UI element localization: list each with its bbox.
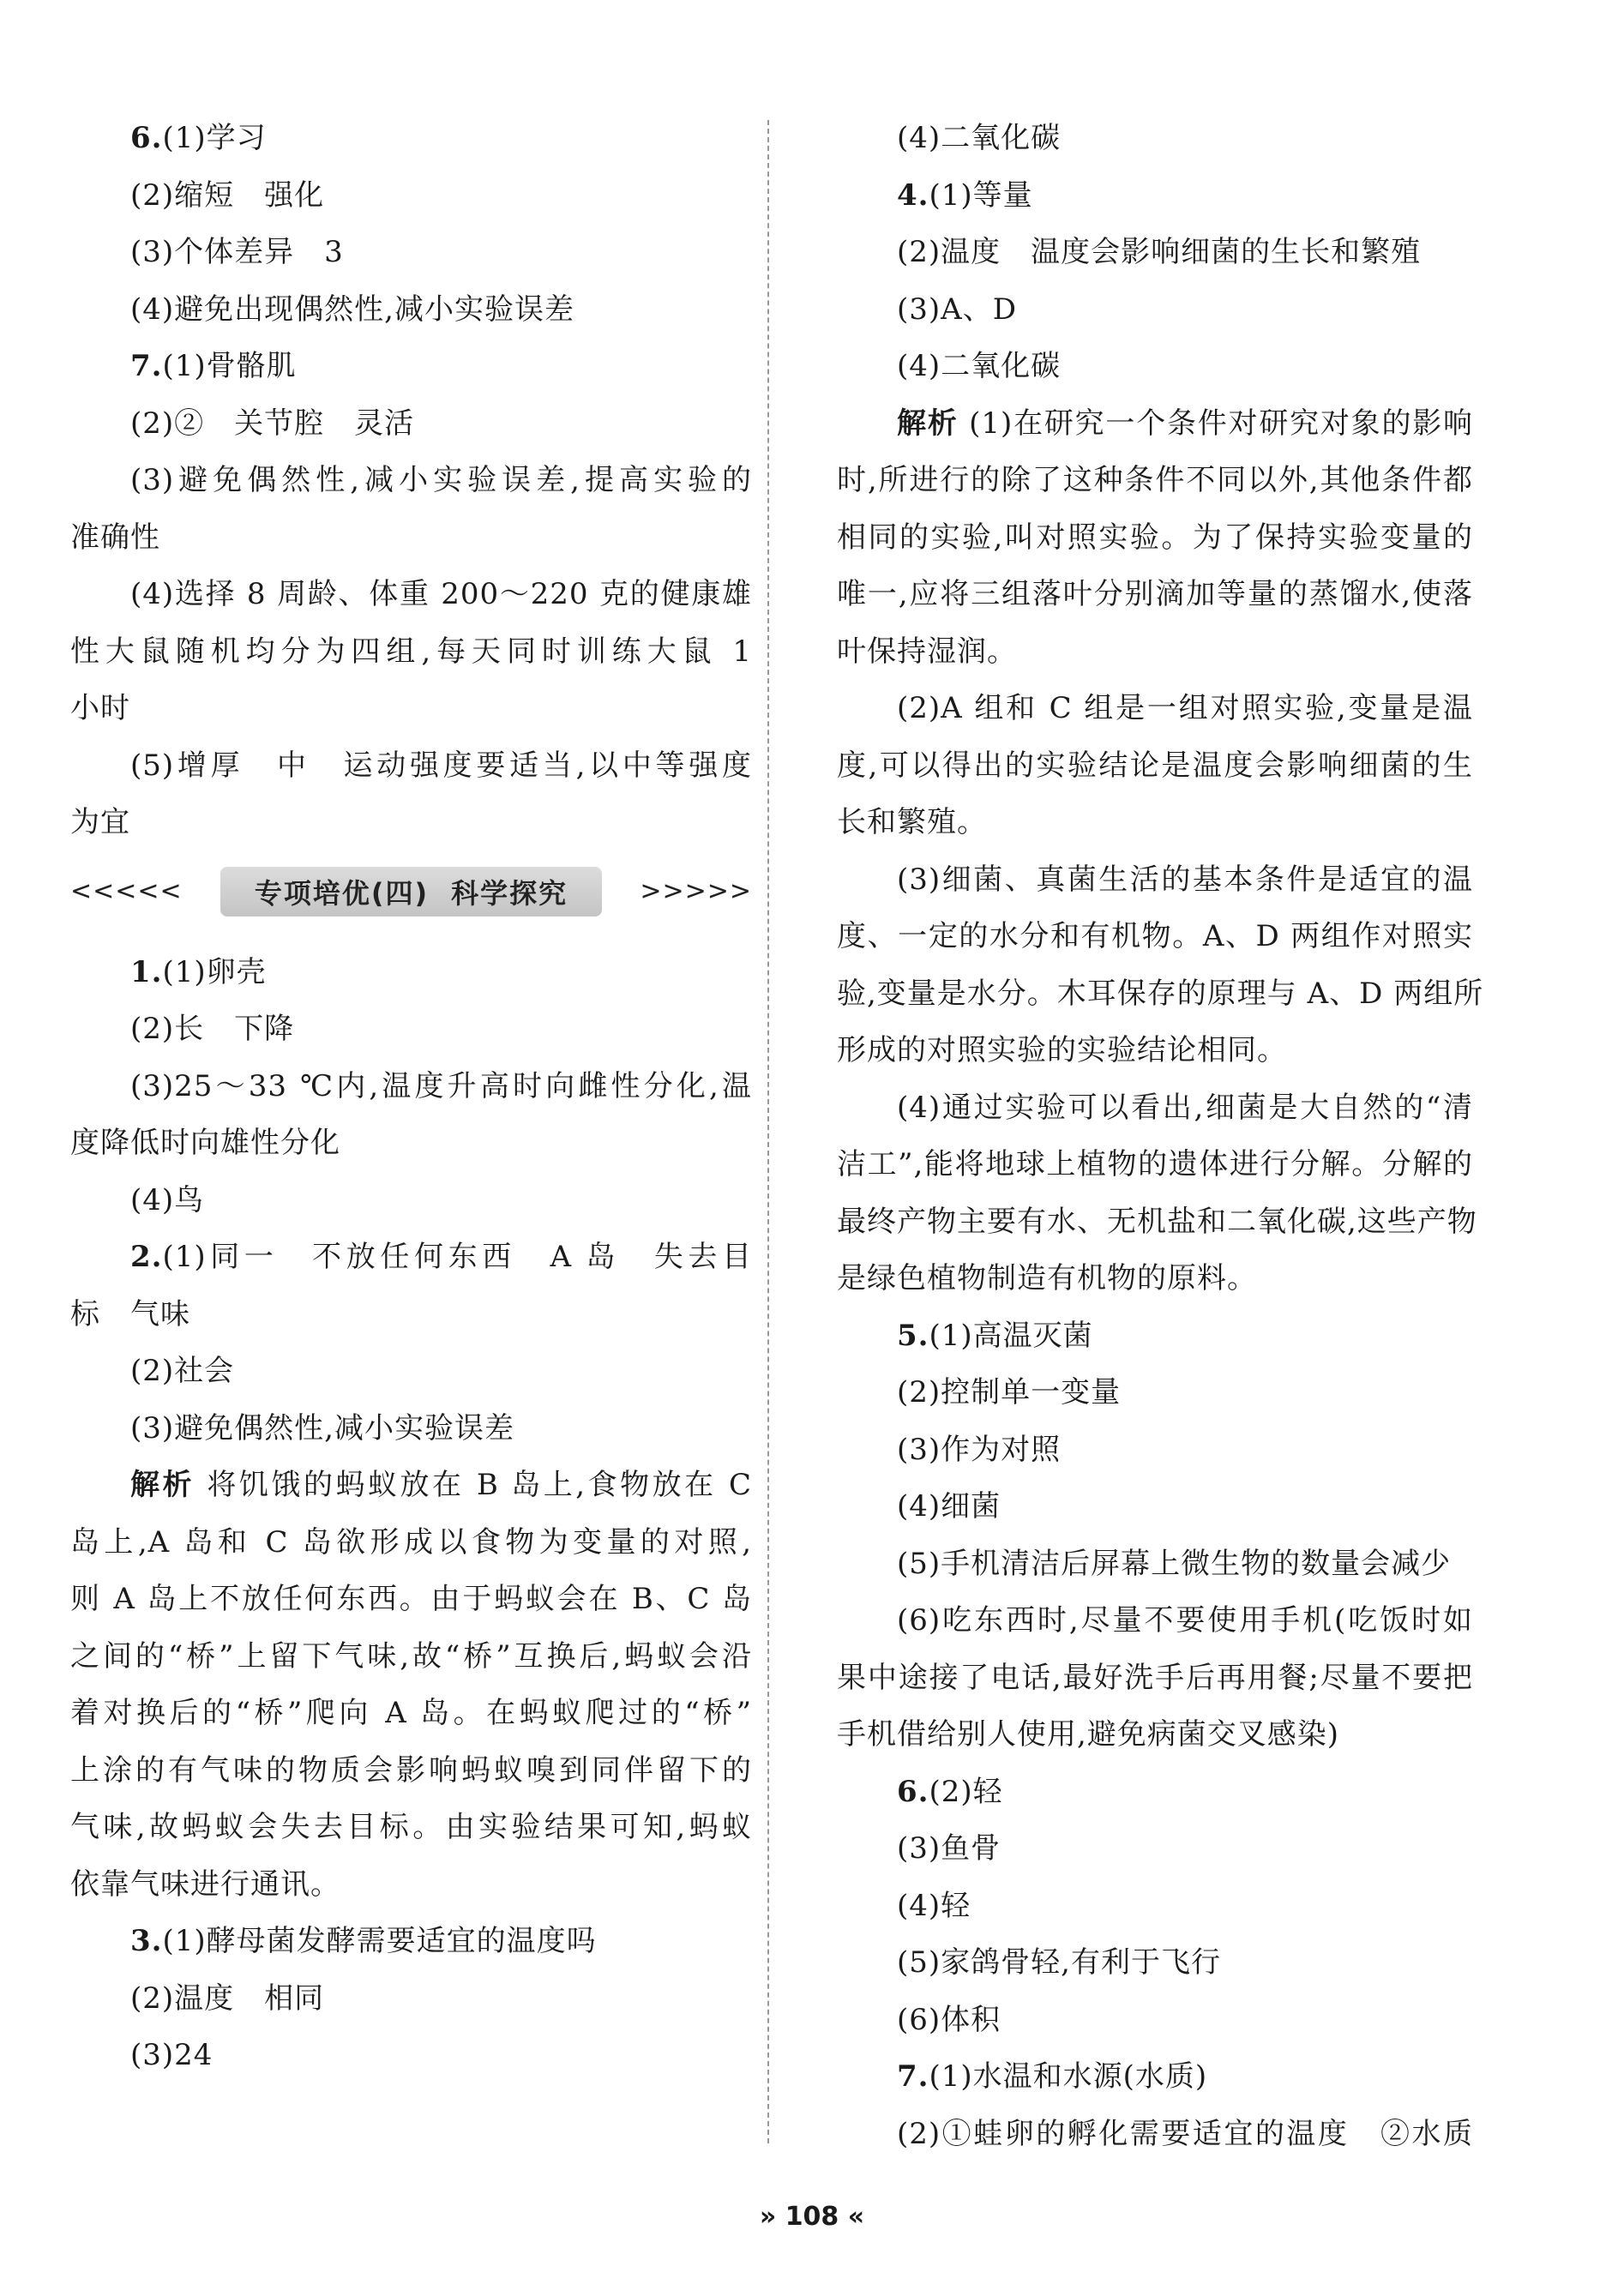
line-text: (5)手机清洁后屏幕上微生物的数量会减少	[897, 1546, 1452, 1581]
line-text: (4)选择 8 周龄、体重 200～220 克的健康雄	[130, 577, 752, 611]
text-line	[837, 908, 1473, 965]
text-line	[837, 1592, 1473, 1650]
text-line	[837, 794, 1473, 851]
line-text: 气味,故蚂蚁会失去目标。由实验结果可知,蚂蚁	[70, 1810, 752, 1844]
text-line	[837, 851, 1473, 909]
line-text: 唯一,应将三组落叶分别滴加等量的蒸馏水,使落	[837, 577, 1473, 611]
text-line	[837, 1079, 1473, 1137]
line-text: 手机借给别人使用,避免病菌交叉感染)	[837, 1717, 1340, 1752]
text-line	[837, 167, 1473, 225]
column-divider	[767, 120, 769, 2143]
line-text: (2)社会	[130, 1354, 235, 1388]
line-text: (6)吃东西时,尽量不要使用手机(吃饭时如	[897, 1603, 1473, 1638]
line-text: (3)避免偶然性,减小实验误差	[130, 1410, 514, 1446]
line-text: (4)轻	[897, 1888, 971, 1923]
text-line	[837, 623, 1473, 681]
text-line	[70, 2027, 752, 2084]
text-line	[70, 167, 752, 225]
line-text: 准确性	[70, 520, 160, 555]
text-line	[70, 110, 752, 167]
text-line	[70, 1628, 752, 1686]
line-text: 相同的实验,叫对照实验。为了保持实验变量的	[837, 520, 1473, 555]
analysis-label: 解析	[897, 406, 959, 441]
line-text: 着对换后的“桥”爬向 A 岛。在蚂蚁爬过的“桥”	[70, 1696, 752, 1730]
text-line	[837, 2048, 1473, 2106]
text-line	[837, 2106, 1473, 2163]
line-text: (3)鱼骨	[897, 1831, 1001, 1866]
text-line	[837, 338, 1473, 395]
text-line	[70, 794, 752, 851]
line-text: 性大鼠随机均分为四组,每天同时训练大鼠 1	[70, 634, 752, 669]
text-line	[837, 1478, 1473, 1536]
text-line	[837, 281, 1473, 339]
question-number: 4.	[897, 177, 929, 213]
line-text: (4)通过实验可以看出,细菌是大自然的“清	[897, 1090, 1473, 1125]
line-text: 则 A 岛上不放任何东西。由于蚂蚁会在 B、C 岛	[70, 1582, 752, 1616]
line-text: 之间的“桥”上留下气味,故“桥”互换后,蚂蚁会沿	[70, 1638, 752, 1674]
line-text: (2)控制单一变量	[897, 1375, 1122, 1409]
banner-right-arrows: >>>>>	[640, 876, 752, 906]
line-text: 果中途接了电话,最好洗手后再用餐;尽量不要把	[837, 1660, 1473, 1695]
text-line	[837, 1934, 1473, 1992]
text-line	[837, 1536, 1473, 1593]
line-text: (3)细菌、真菌生活的基本条件是适宜的温	[897, 862, 1473, 897]
text-line	[70, 1400, 752, 1458]
text-line	[837, 1307, 1473, 1365]
text-line	[837, 1022, 1473, 1079]
text-line	[837, 1250, 1473, 1307]
text-line	[70, 1286, 752, 1343]
text-line	[837, 1992, 1473, 2049]
text-line	[70, 1514, 752, 1572]
text-line	[837, 1136, 1473, 1193]
banner-left-arrows: <<<<<	[70, 876, 183, 906]
line-text: (3)25～33 ℃内,温度升高时向雌性分化,温	[130, 1068, 752, 1103]
line-text: 洁工”,能将地球上植物的遗体进行分解。分解的	[837, 1147, 1473, 1181]
answer-lines-upper	[70, 110, 752, 851]
line-text: 度,可以得出的实验结论是温度会影响细菌的生	[837, 748, 1473, 783]
line-text: (2)①蛙卵的孵化需要适宜的温度 ②水质	[897, 2116, 1473, 2151]
question-number: 6.	[130, 121, 163, 155]
line-text: (3)个体差异 3	[130, 235, 344, 269]
line-text: (2)② 关节腔 灵活	[130, 406, 415, 441]
line-text: 小时	[70, 691, 130, 725]
section-title: 专项培优(四)	[254, 876, 430, 910]
text-line	[837, 452, 1473, 509]
question-number: 1.	[130, 954, 163, 989]
text-line	[837, 1878, 1473, 1935]
text-line	[70, 1172, 752, 1229]
line-text: 是绿色植物制造有机物的原料。	[837, 1261, 1257, 1295]
footer-right-mark: «	[847, 2202, 865, 2232]
section-subtitle: 科学探究	[451, 876, 568, 910]
text-line	[837, 1764, 1473, 1821]
text-line	[70, 1742, 752, 1800]
line-text: 度降低时向雄性分化	[70, 1126, 340, 1160]
question-number: 3.	[130, 1924, 163, 1958]
text-line	[70, 1229, 752, 1286]
text-line	[70, 680, 752, 737]
text-line	[70, 1343, 752, 1400]
line-text: (5)增厚 中 运动强度要适当,以中等强度	[130, 748, 752, 783]
text-line	[837, 1364, 1473, 1422]
line-text: (3)24	[130, 2038, 214, 2072]
line-text: 时,所进行的除了这种条件不同以外,其他条件都	[837, 463, 1473, 497]
question-number: 6.	[897, 1774, 929, 1809]
text-line	[70, 944, 752, 1001]
line-text: (1)卵壳	[162, 954, 267, 989]
text-line	[837, 737, 1473, 795]
line-text: (5)家鸽骨轻,有利于飞行	[897, 1945, 1221, 1980]
line-text: (1)水温和水源(水质)	[929, 2059, 1208, 2094]
text-line	[70, 1457, 752, 1514]
text-line	[70, 623, 752, 681]
text-line	[70, 566, 752, 623]
answer-lines-right	[837, 110, 1484, 2162]
text-line	[70, 1115, 752, 1172]
right-column	[837, 110, 1484, 2162]
line-text: (4)二氧化碳	[897, 121, 1062, 155]
text-line	[70, 1571, 752, 1628]
text-line	[70, 338, 752, 395]
text-line	[837, 395, 1473, 453]
question-number: 2.	[130, 1240, 163, 1274]
line-text: (4)细菌	[897, 1489, 1001, 1524]
line-text: 岛上,A 岛和 C 岛欲形成以食物为变量的对照,	[70, 1524, 752, 1560]
line-text: (1)在研究一个条件对研究对象的影响	[958, 406, 1474, 441]
text-line	[837, 1706, 1473, 1764]
line-text: (3)作为对照	[897, 1432, 1062, 1467]
line-text: (2)温度 温度会影响细菌的生长和繁殖	[897, 235, 1422, 269]
text-line	[70, 281, 752, 339]
line-text: (2)温度 相同	[130, 1980, 325, 2016]
text-line	[70, 1856, 752, 1914]
text-line	[70, 509, 752, 567]
text-line	[837, 1422, 1473, 1479]
line-text: (1)同一 不放任何东西 A 岛 失去目	[162, 1240, 752, 1274]
text-line	[70, 395, 752, 453]
text-line	[70, 1058, 752, 1115]
line-text: (1)骨骼肌	[162, 349, 297, 383]
line-text: (1)酵母菌发酵需要适宜的温度吗	[162, 1924, 597, 1958]
text-line	[837, 1820, 1473, 1878]
text-line	[837, 224, 1473, 281]
line-text: 为宜	[70, 805, 130, 839]
section-title-pill	[220, 867, 602, 917]
line-text: 验,变量是水分。木耳保存的原理与 A、D 两组所	[837, 976, 1484, 1011]
text-line	[837, 110, 1473, 167]
question-number: 7.	[130, 349, 163, 383]
footer-left-mark: »	[759, 2202, 777, 2232]
text-line	[70, 737, 752, 795]
line-text: (1)等量	[929, 177, 1033, 213]
answer-lines-lower	[70, 944, 752, 2084]
line-text: (1)学习	[162, 121, 267, 155]
text-line	[70, 452, 752, 509]
question-number: 5.	[897, 1318, 929, 1353]
page-footer	[0, 2202, 1624, 2232]
text-line	[837, 566, 1473, 623]
text-line	[70, 1970, 752, 2028]
line-text: (2)缩短 强化	[130, 177, 325, 213]
section-banner	[70, 858, 752, 925]
text-line	[70, 224, 752, 281]
text-line	[837, 1193, 1477, 1251]
text-line	[837, 509, 1473, 567]
line-text: 叶保持湿润。	[837, 634, 1017, 669]
line-text: 将饥饿的蚂蚁放在 B 岛上,食物放在 C	[195, 1468, 752, 1502]
line-text: (2)长 下降	[130, 1012, 295, 1046]
question-number: 7.	[897, 2059, 929, 2094]
line-text: 最终产物主要有水、无机盐和二氧化碳,这些产物	[837, 1204, 1477, 1239]
line-text: (3)A、D	[897, 292, 1017, 327]
line-text: (6)体积	[897, 2002, 1001, 2037]
line-text: 形成的对照实验的实验结论相同。	[837, 1033, 1287, 1067]
line-text: 标 气味	[70, 1296, 190, 1331]
line-text: (4)鸟	[130, 1182, 205, 1217]
page-number: 108	[785, 2202, 839, 2232]
line-text: 度、一定的水分和有机物。A、D 两组作对照实	[837, 919, 1473, 953]
line-text: (2)轻	[929, 1774, 1003, 1809]
text-line	[837, 680, 1473, 737]
text-line	[70, 1001, 752, 1058]
line-text: 上涂的有气味的物质会影响蚂蚁嗅到同伴留下的	[70, 1752, 752, 1788]
line-text: (1)高温灭菌	[929, 1318, 1093, 1353]
text-line	[70, 1799, 752, 1856]
line-text: 长和繁殖。	[837, 805, 987, 839]
line-text: (3)避免偶然性,减小实验误差,提高实验的	[130, 463, 752, 497]
line-text: (2)A 组和 C 组是一组对照实验,变量是温	[897, 691, 1473, 725]
text-line	[70, 1685, 752, 1742]
text-line	[70, 1913, 752, 1970]
line-text: 依靠气味进行通讯。	[70, 1866, 340, 1902]
line-text: (4)二氧化碳	[897, 349, 1062, 383]
text-line	[837, 965, 1484, 1023]
analysis-label: 解析	[130, 1468, 195, 1502]
text-line	[837, 1650, 1473, 1707]
left-column	[70, 110, 752, 2084]
line-text: (4)避免出现偶然性,减小实验误差	[130, 292, 574, 327]
